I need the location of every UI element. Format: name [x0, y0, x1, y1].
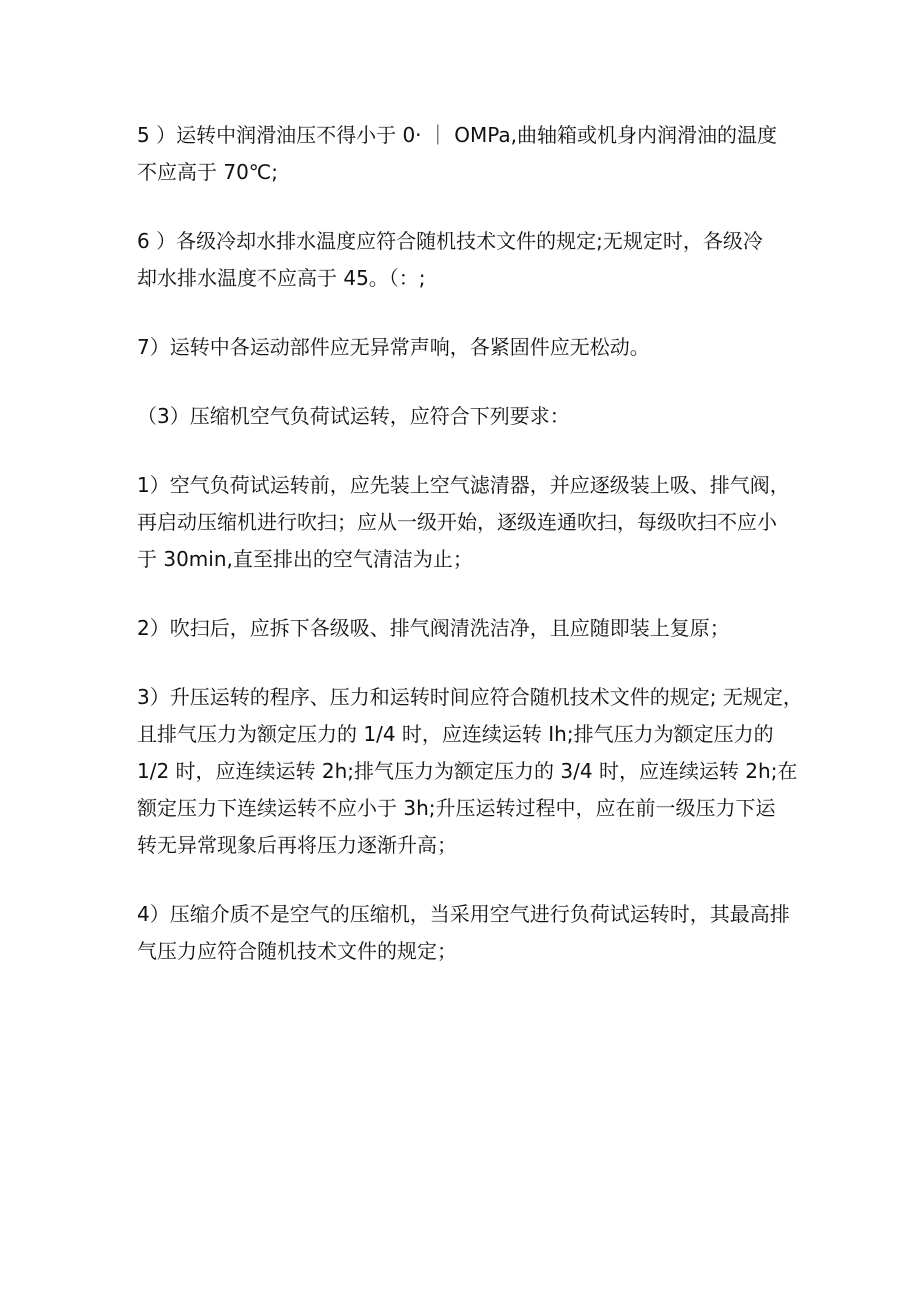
text-line: （3）压缩机空气负荷试运转，应符合下列要求： — [137, 404, 570, 428]
paragraph-item-7 — [137, 329, 793, 366]
paragraph-item-6 — [137, 223, 793, 297]
text-line: 于 30min,直至排出的空气清洁为止； — [137, 547, 473, 571]
text-line: 3）升压运转的程序、压力和运转时间应符合随机技术文件的规定; 无规定， — [137, 685, 803, 709]
text-line: 额定压力下连续运转不应小于 3h;升压运转过程中，应在前一级压力下运 — [137, 796, 776, 820]
paragraph-item-2 — [137, 610, 793, 647]
text-line: 却水排水温度不应高于 45。（：; — [137, 266, 426, 290]
paragraph-item-4 — [137, 896, 793, 970]
text-line: 5 ）运转中润滑油压不得小于 0· ｜ OMPa,曲轴箱或机身内润滑油的温度 — [137, 123, 778, 147]
text-line: 且排气压力为额定压力的 1/4 时，应连续运转 Ih;排气压力为额定压力的 — [137, 722, 774, 746]
text-line: 4）压缩介质不是空气的压缩机，当采用空气进行负荷试运转时，其最高排 — [137, 902, 790, 926]
paragraph-item-3 — [137, 679, 803, 864]
document-body — [137, 117, 803, 1002]
text-line: 不应高于 70℃; — [137, 160, 279, 184]
text-line: 1）空气负荷试运转前，应先装上空气滤清器，并应逐级装上吸、排气阀， — [137, 473, 790, 497]
paragraph-item-1 — [137, 467, 793, 578]
text-line: 2）吹扫后，应拆下各级吸、排气阀清洗洁净，且应随即装上复原； — [137, 616, 730, 640]
text-line: 再启动压缩机进行吹扫；应从一级开始，逐级连通吹扫，每级吹扫不应小 — [137, 510, 777, 534]
text-line: 转无异常现象后再将压力逐渐升高； — [137, 833, 457, 857]
text-line: 6 ）各级冷却水排水温度应符合随机技术文件的规定;无规定时，各级冷 — [137, 229, 763, 253]
paragraph-item-5 — [137, 117, 793, 191]
text-line: 7）运转中各运动部件应无异常声响，各紧固件应无松动。 — [137, 335, 650, 359]
text-line: 气压力应符合随机技术文件的规定； — [137, 939, 457, 963]
section-heading-3 — [137, 398, 793, 435]
text-line: 1/2 时，应连续运转 2h;排气压力为额定压力的 3/4 时，应连续运转 2h;在 — [137, 759, 798, 783]
